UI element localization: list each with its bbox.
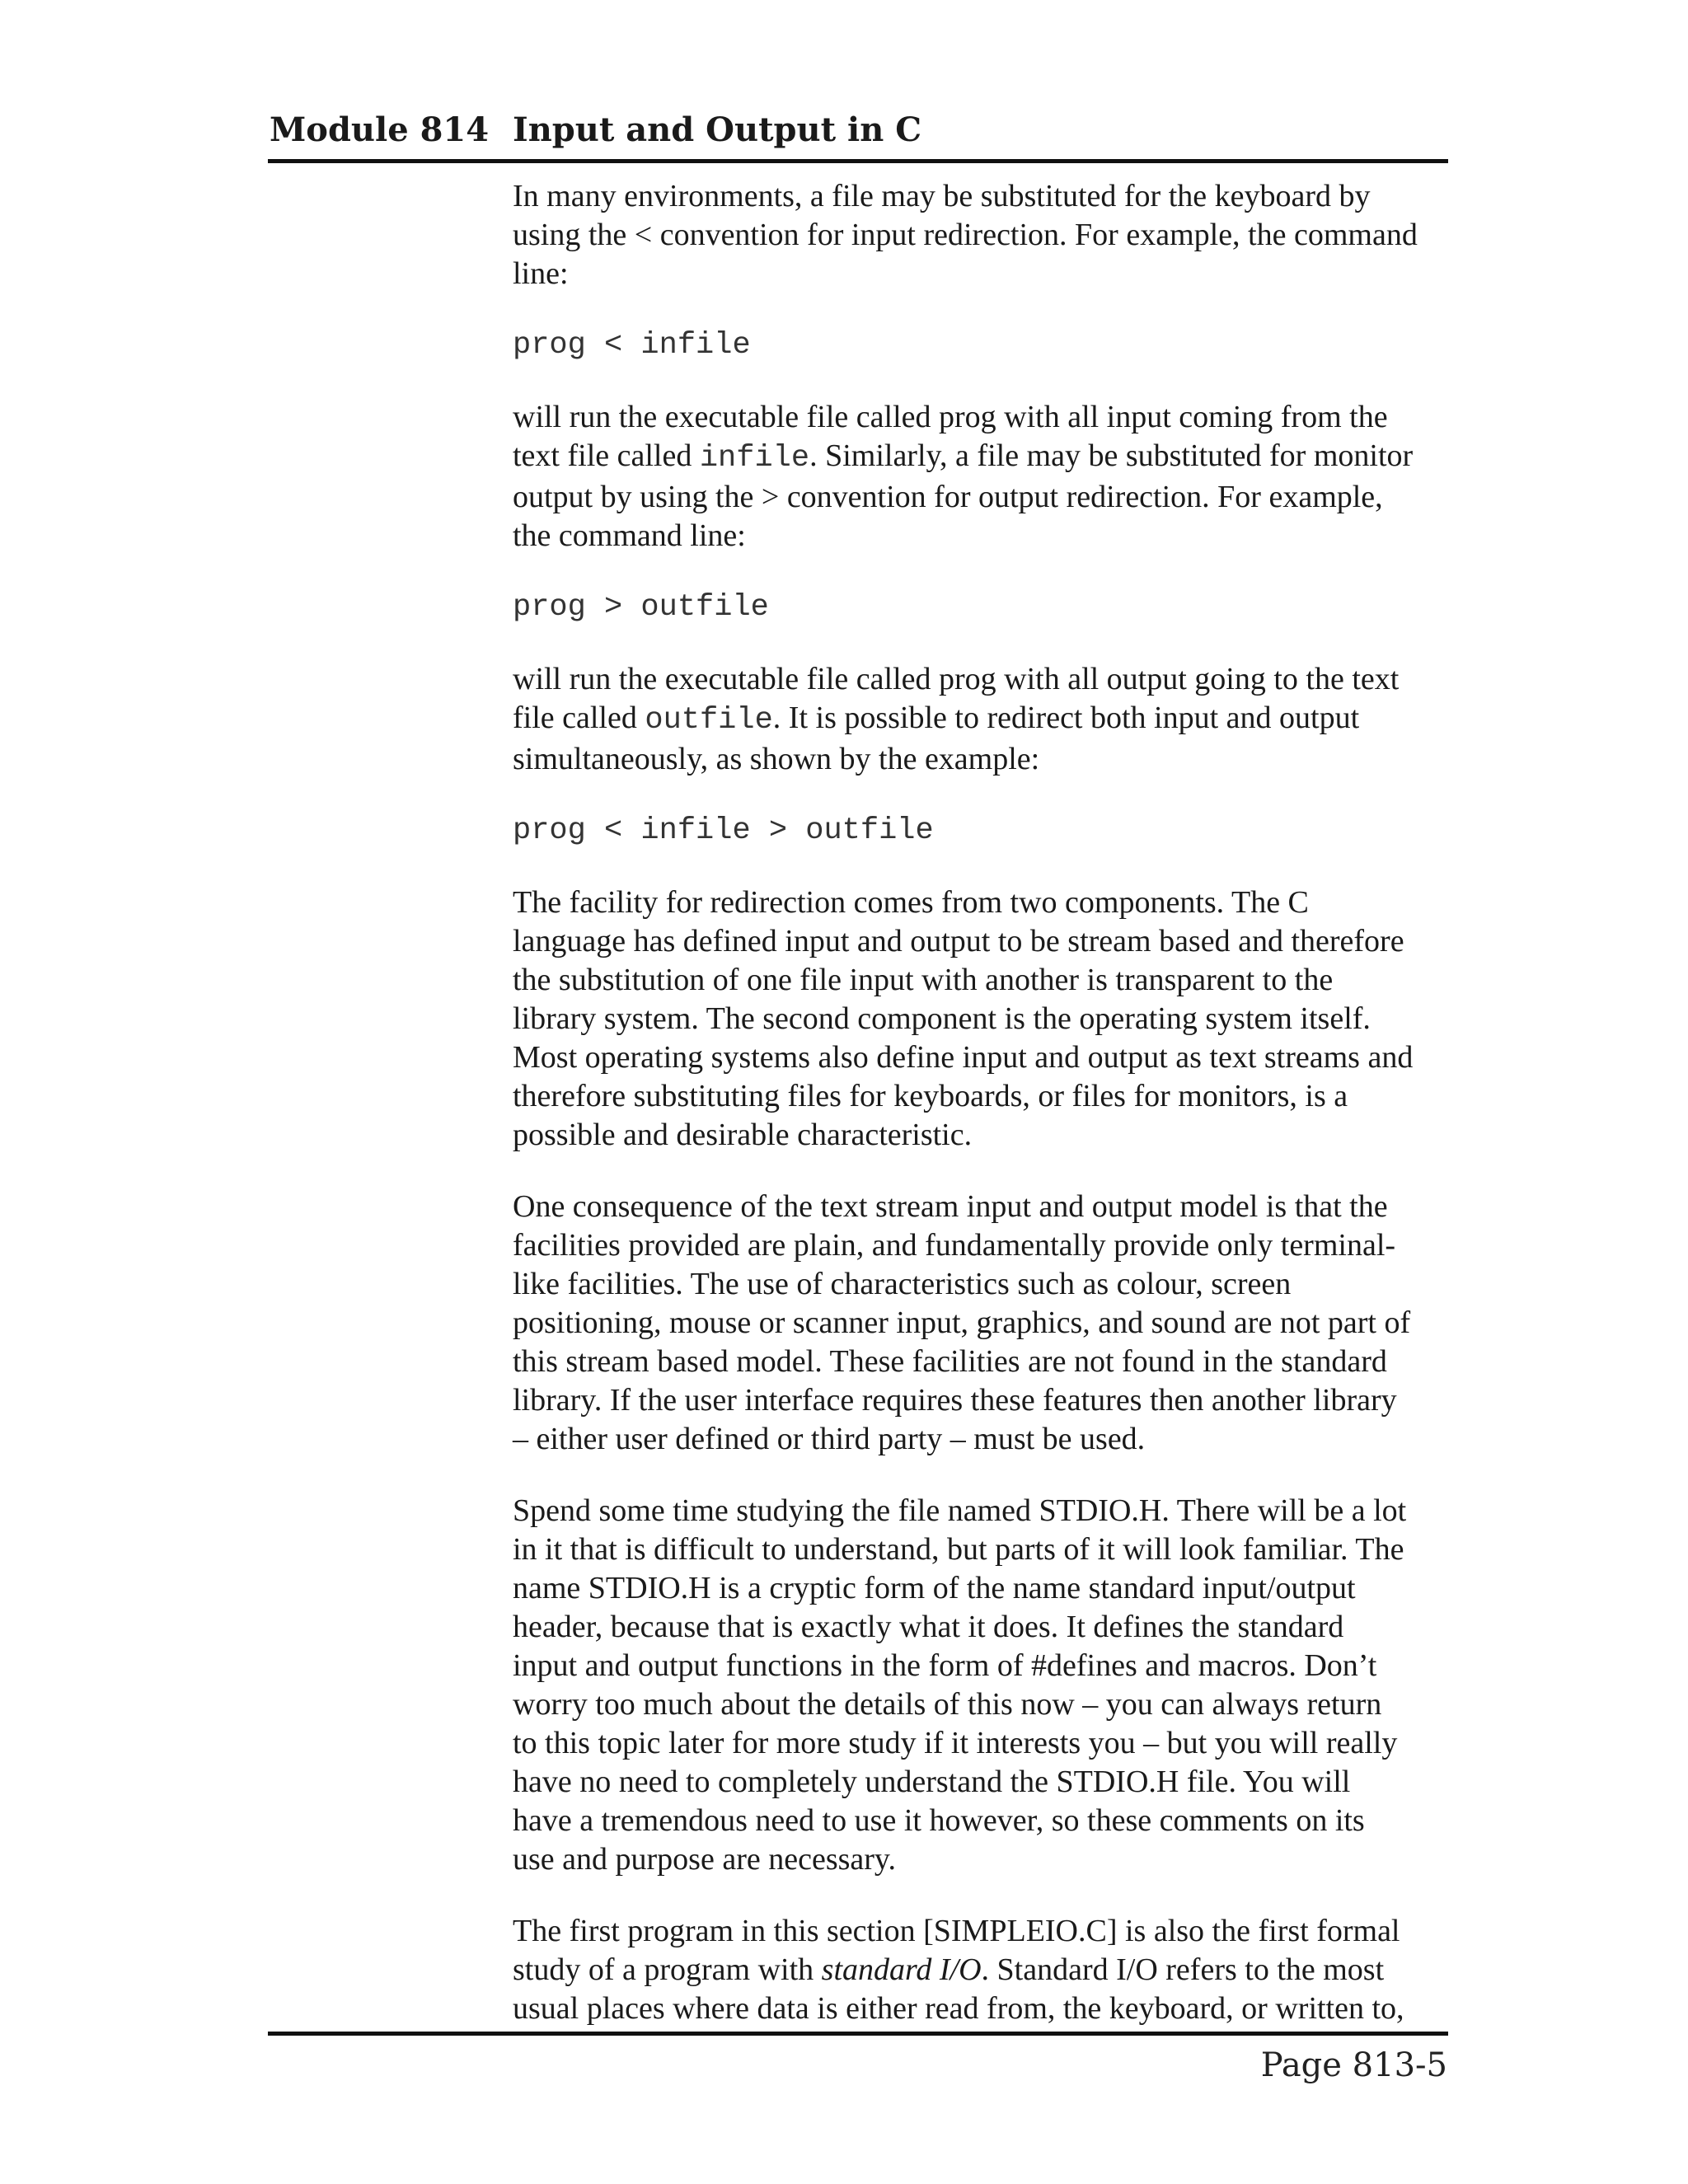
text-fragment: text file called [513,438,700,473]
text-line: have a tremendous need to use it however, so these comments on its [513,1803,1365,1838]
text-line: line: [513,256,569,291]
text-line: Spend some time studying the file named STDIO.H. There will be a lot [513,1493,1407,1528]
module-number: Module 814 [270,110,490,149]
page-header [270,107,1448,153]
paragraph-both-redirection [513,660,1452,779]
text-fragment: . It is possible to redirect both input and output [772,701,1360,735]
text-fragment: . Similarly, a file may be substituted for monitor [809,438,1414,473]
text-line: possible and desirable characteristic. [513,1118,973,1152]
text-line: using the < convention for input redirection. For example, the command [513,218,1418,252]
inline-code: infile [699,441,810,476]
body-text [513,177,1452,2061]
text-line: simultaneously, as shown by the example: [513,742,1040,776]
text-line: – either user defined or third party – must be used. [513,1422,1146,1456]
paragraph-output-redirection [513,398,1452,555]
paragraph-input-redirection [513,177,1452,293]
text-line: this stream based model. These facilities are not found in the standard [513,1344,1387,1379]
paragraph-redirection-facility [513,883,1452,1155]
paragraph-stream-model [513,1188,1452,1459]
header-rule [268,159,1448,163]
text-line: library. If the user interface requires these features then another library [513,1383,1397,1418]
text-line: the command line: [513,518,746,553]
text-line: worry too much about the details of this now – you can always return [513,1687,1382,1722]
text-line: library system. The second component is the operating system itself. [513,1001,1371,1036]
text-line: usual places where data is either read from, the keyboard, or written to, [513,1991,1404,2026]
text-line: output by using the > convention for output redirection. For example, [513,480,1383,514]
text-line: have no need to completely understand the STDIO.H file. You will [513,1765,1351,1799]
code-example-output: prog > outfile [513,590,769,625]
page-number: Page 813-5 [1260,2046,1447,2084]
text-line: header, because that is exactly what it does. It defines the standard [513,1610,1344,1644]
code-example-both: prog < infile > outfile [513,813,934,848]
text-line: the substitution of one file input with another is transparent to the [513,963,1334,997]
paragraph-stdio-h [513,1492,1452,1879]
text-line: In many environments, a file may be substituted for the keyboard by [513,179,1371,213]
text-line: Most operating systems also define input and output as text streams and [513,1040,1414,1075]
text-line: therefore substituting files for keyboards, or files for monitors, is a [513,1079,1348,1113]
code-example-input: prog < infile [513,328,751,363]
emphasis-text: standard I/O [821,1952,982,1987]
text-line: will run the executable file called prog with all input coming from the [513,400,1388,434]
text-line: use and purpose are necessary. [513,1842,896,1877]
text-line: to this topic later for more study if it interests you – but you will really [513,1726,1398,1760]
paragraph-first-program [513,1912,1452,2028]
text-line [513,1951,1452,1990]
inline-code: outfile [645,703,773,738]
text-line: like facilities. The use of characteristics such as colour, screen [513,1267,1292,1301]
text-line [513,699,1452,740]
text-line [513,437,1452,478]
text-line: input and output functions in the form of #defines and macros. Don’t [513,1648,1377,1683]
text-line: name STDIO.H is a cryptic form of the name standard input/output [513,1571,1356,1605]
text-fragment: . Standard I/O refers to the most [981,1952,1385,1987]
text-line: in it that is difficult to understand, but parts of it will look familiar. The [513,1532,1404,1567]
text-line: will run the executable file called prog with all output going to the text [513,662,1400,696]
text-line: language has defined input and output to be stream based and therefore [513,924,1404,958]
text-line: The first program in this section [SIMPLEIO.C] is also the first formal [513,1914,1400,1948]
text-line: One consequence of the text stream input and output model is that the [513,1189,1388,1224]
text-fragment: study of a program with [513,1952,822,1987]
footer-rule [268,2032,1448,2036]
text-fragment: file called [513,701,645,735]
module-title: Input and Output in C [513,110,922,149]
text-line: facilities provided are plain, and fundamentally provide only terminal- [513,1228,1396,1263]
text-line: The facility for redirection comes from two components. The C [513,885,1309,920]
text-line: positioning, mouse or scanner input, graphics, and sound are not part of [513,1305,1411,1340]
